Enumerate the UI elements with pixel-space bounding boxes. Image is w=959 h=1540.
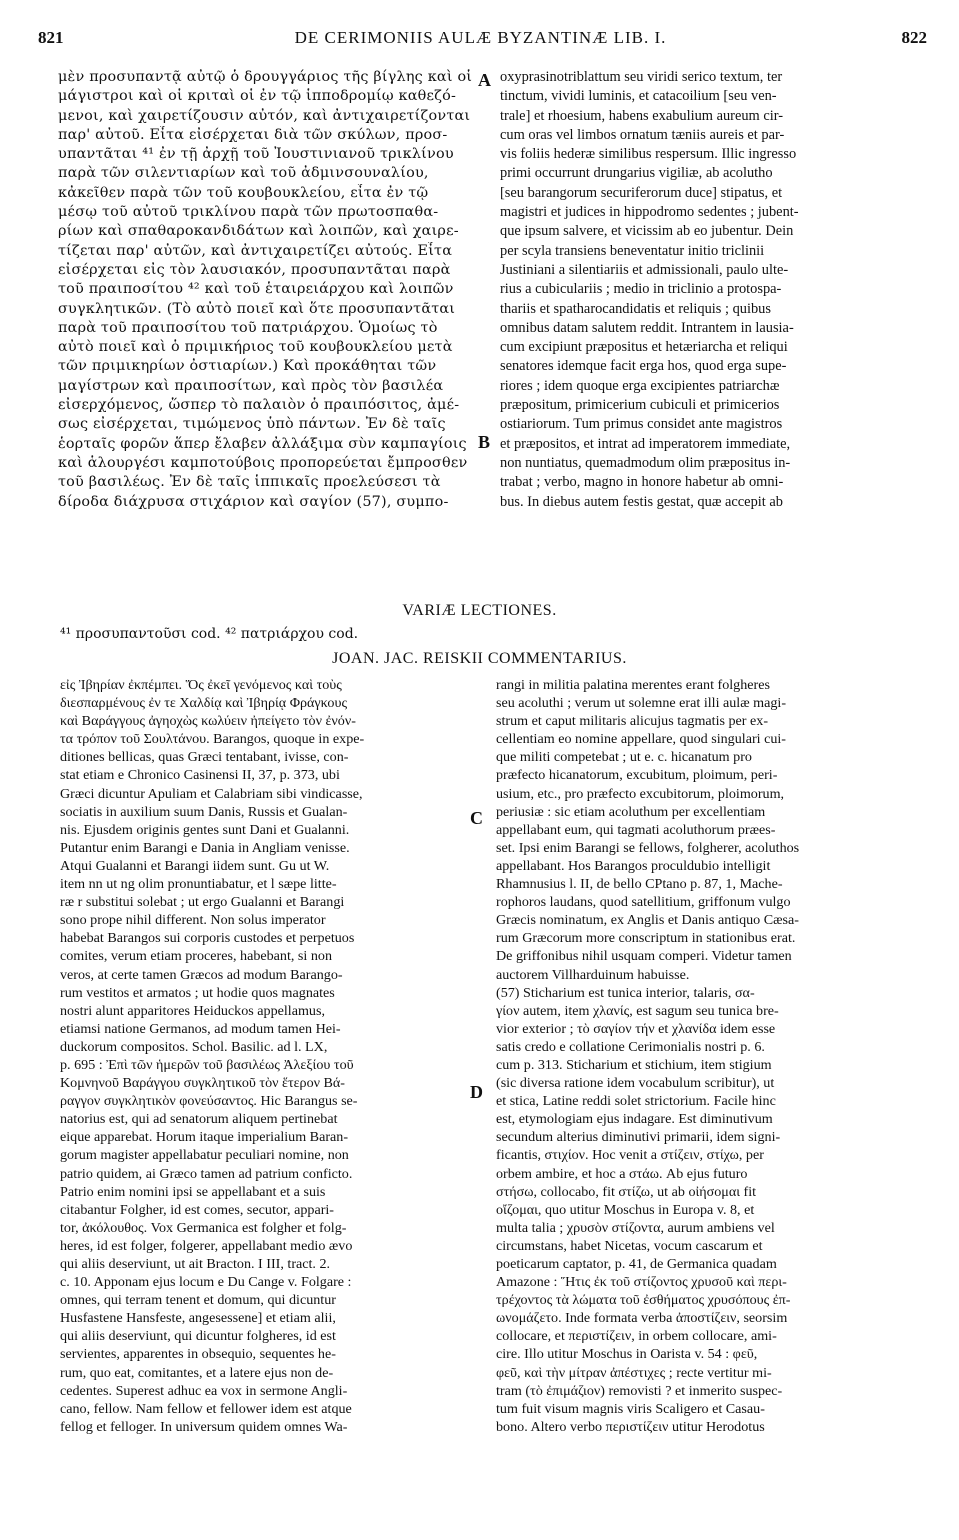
text-line: periusiæ : sic etiam acoluthum per excellentiam (496, 803, 766, 820)
text-line: strum et caput militaris alicujus tagmatis per ex- (496, 713, 769, 730)
text-line: Græci dicuntur Apuliam et Calabriam sibi vindicasse, (60, 785, 363, 802)
text-line: appellabant. Hos Barangos proculdubio intelligit (496, 857, 771, 874)
section-marker-a: A (478, 70, 491, 90)
text-line: bono. Altero verbo περιστίζειν utitur Herodotus (496, 1418, 765, 1435)
text-line: εἰς Ἰβηρίαν ἐκπέμπει. Ὅς ἐκεῖ γενόμενος καὶ τοὺς (60, 677, 342, 693)
text-line: cellentiam eo nomine appellare, quod singulari cui- (496, 731, 786, 748)
text-line: διεσπαρμένους ἐν τε Χαλδίᾳ καὶ Ἰβηρίᾳ Φράγκους (60, 695, 348, 712)
commentary-right-column (496, 676, 916, 1456)
text-line: tum fuit visum magnis viris Scaligero et Casau- (496, 1400, 765, 1417)
text-line: ræ r substitui solebat ; ut ergo Gualanni et Barangi (60, 894, 345, 911)
text-line: servientes, apparentes in obsequio, sequentes he- (60, 1346, 336, 1363)
text-line: ραγγον συγκλητικὸν φονεύσαντος. Hic Barangus se- (60, 1093, 358, 1110)
text-line: et stica, Latine reddi solet strictorium. Facile hinc (496, 1093, 776, 1110)
text-line: collocare, et περιστίζειν, in orbem collocare, ami- (496, 1328, 777, 1345)
text-line: circumstans, habet Nicetas, vocum cascarum et (496, 1237, 763, 1254)
text-line: vior exterior ; τὸ σαγίον τήν et χλανίδα idem esse (496, 1020, 776, 1037)
text-line: καὶ ἁλουργέσι καμποτούβοις προπορεύεται ἔμπροσθεν (58, 454, 468, 471)
text-line: Husfastene Hansfeste, angesessene] et etiam alii, (60, 1310, 336, 1327)
text-line: præpositum, primicerium cubiculi et primicerios (500, 397, 780, 414)
text-line: παρ' αὐτοῦ. Εἶτα εἰσέρχεται διὰ τῶν σκύλων, προσ- (58, 126, 448, 143)
page-number-left: 821 (38, 28, 64, 47)
text-line: nostri alunt apparitores Heiduckos appellamus, (60, 1002, 325, 1019)
text-line: patrio quidem, ai Græco tamen ad patrium conficto. (60, 1165, 353, 1182)
text-line: est, etymologiam ejus indagare. Est diminutivum (496, 1111, 773, 1128)
commentary-left-column (60, 676, 468, 1456)
text-line: etiamsi natione Germanos, ad modum tamen Hei- (60, 1020, 341, 1037)
text-line: οἴζομαι, quo utitur Moschus in Europa v. 8, et (496, 1201, 755, 1218)
text-line: qui aliis deserviunt, ut ait Bracton. I III, tract. 2. (60, 1256, 331, 1272)
text-line: rum Græcorum more conscriptum in stationibus erat. (496, 930, 796, 947)
text-line: c. 10. Apponam ejus locum e Du Cange v. Folgare : (60, 1274, 352, 1291)
text-line: poeticarum captator, p. 41, de Germanica quadam (496, 1256, 777, 1272)
text-line: μέσῳ τοῦ αὐτοῦ τρικλίνου παρὰ τῶν πρωτοσπαθα- (58, 204, 439, 221)
text-line: tram (τὸ ἐπιμάζιον) removisti ? et inmerito suspec- (496, 1382, 783, 1399)
text-line: ρίων καὶ σπαθαροκανδιδάτων καὶ λοιπῶν, καὶ χαιρε- (58, 223, 459, 240)
text-line: τίζεται παρ' αὐτῶν, καὶ ἀντιχαιρετίζει αὐτούς. Εἶτα (58, 242, 453, 259)
text-line: vis foliis hederæ similibus respersum. Illic ingresso (500, 146, 797, 163)
text-line: τα τρόπον τοῦ Σουλτάνου. Barangos, quoque in expe- (60, 731, 365, 748)
text-line: que ipsum salvere, et vicissim ab eo jubentur. Dein (500, 223, 794, 240)
text-line: citabantur Folgher, id est comes, secutor, appari- (60, 1201, 335, 1218)
text-line: δίροδα διάχρυσα στιχάριον καὶ σαγίον (57), συμπο- (58, 493, 449, 510)
text-line: παρὰ τῶν σιλεντιαρίων καὶ τοῦ ἀδμινσουναλίου, (58, 165, 429, 182)
text-line: εἰσέρχεται εἰς τὸν λαυσιακόν, προσυπαντᾶται παρὰ (58, 261, 451, 278)
text-line: veros, at certe tamen Græcos ad modum Barango- (60, 966, 343, 983)
text-line: set. Ipsi enim Barangi se fellows, folgherer, acoluthos (496, 839, 800, 856)
text-line: Κομνηνοῦ Βαράγγου συγκλητικοῦ τὸν ἕτερον Βά- (60, 1075, 345, 1092)
text-line: Græcis nominatum, ex Anglis et Danis antiquo Cæsa- (496, 912, 799, 929)
text-line: Amazone : Ἥτις ἐκ τοῦ στίζοντος χρυσοῦ καὶ περι- (496, 1274, 787, 1291)
text-line: τοῦ βασιλέως. Ἐν δὲ ταῖς ἱππικαῖς προελεύσεσι τὰ (58, 474, 441, 491)
text-line: et præpositos, et intrat ad imperatorem immediate, (500, 435, 791, 452)
text-line: riores ; idem quoque erga excipientes patriarchæ (500, 377, 780, 394)
text-line: τρέχοντος τὰ λώματα τοῦ ἐσθήματος χρυσόπους ἐπ- (496, 1292, 791, 1309)
text-line: habebat Barangos sui corporis custodes et perpetuos (60, 930, 355, 947)
text-line: Putantur enim Barangi e Dania in Angliam venisse. (60, 839, 350, 856)
text-line: [seu barangorum securiferorum duce] stipatus, et (500, 184, 783, 201)
variant-readings-note: ⁴¹ προσυπαντοῦσι cod. ⁴² πατριάρχου cod. (60, 626, 359, 642)
text-line: heres, id est folger, folgerer, appellabant medio ævo (60, 1237, 353, 1254)
text-line: σως εἰσέρχεται, τιμώμενος ὑπὸ πάντων. Ἐν δὲ ταῖς (58, 416, 446, 433)
text-line: παρὰ τοῦ πραιποσίτου τοῦ πατριάρχου. Ὁμοίως τὸ (58, 319, 438, 336)
text-line: p. 695 : Ἐπὶ τῶν ἡμερῶν τοῦ βασιλέως Ἀλεξίου τοῦ (60, 1056, 354, 1073)
text-line: τοῦ πραιποσίτου ⁴² καὶ τοῦ ἑταιρειάρχου καὶ λοιπῶν (58, 281, 454, 298)
text-line: qui aliis deserviunt, qui dicuntur folgheres, id est (60, 1328, 336, 1345)
text-line: (57) Sticharium est tunica interior, talaris, σα- (496, 984, 755, 1001)
text-line: fellog et felloger. In universum quidem omnes Wa- (60, 1418, 348, 1435)
text-line: trabat ; verbo, magno in honore habetur ab omni- (500, 474, 784, 491)
text-line: omnes, qui terram tenent et domum, qui dicuntur (60, 1292, 336, 1309)
text-line: secundum alterius diminutivi primarii, idem signi- (496, 1129, 781, 1146)
text-line: oxyprasinotriblattum seu viridi serico textum, ter (500, 69, 783, 85)
text-line: rum, quo eat, comitantes, et a latere ejus non de- (60, 1364, 334, 1381)
text-line: υπαντᾶται ⁴¹ ἐν τῇ ἀρχῇ τοῦ Ἰουστινιανοῦ τρικλίνου (58, 146, 454, 163)
text-line: καὶ Βαράγγους ἀγηοχὼς κωλύειν ἠπείγετο τὸν ἐνόν- (60, 713, 356, 730)
text-line: cire. Illo utitur Moschus in Oarista v. 54 : φεῦ, (496, 1346, 758, 1363)
text-line: eique apparebat. Horum itaque imperialium Baran- (60, 1129, 349, 1146)
section-marker-b: B (478, 432, 491, 452)
text-line: εἰσερχόμενος, ὥσπερ τὸ παλαιὸν ὁ πραιπόσιτος, ἀμέ- (58, 397, 460, 414)
text-line: cano, fellow. Nam fellow et fellower idem est atque (60, 1400, 352, 1417)
text-line: μαγίστρων καὶ πραιποσίτων, καὶ πρὸς τὸν βασιλέα (58, 377, 444, 394)
text-line: duckorum compositos. Schol. Basilic. ad l. LX, (60, 1038, 328, 1055)
text-line: senatores idemque facit erga hos, quod erga supe- (500, 358, 787, 375)
text-line: magistri et judices in hippodromo sedentes ; jubent- (500, 204, 799, 221)
text-line: συγκλητικῶν. (Τὸ αὐτὸ ποιεῖ καὶ ὅτε προσυπαντᾶται (58, 300, 456, 317)
commentary-heading: JOAN. JAC. REISKII COMMENTARIUS. (332, 650, 627, 667)
text-line: que militi competebat ; ut e. c. hicanatum pro (496, 749, 752, 766)
text-line: primi occurrunt drungarius vigiliæ, ab acolutho (500, 165, 773, 182)
text-line: præfecto hicanatorum, excubitum, ploimum, peri- (496, 767, 778, 784)
text-line: omnibus datam salutem reddit. Intrantem in lausia- (500, 319, 794, 336)
text-line: thariis et spatharocandidatis et reliquis ; quibus (500, 300, 771, 317)
latin-translation-column (500, 68, 920, 528)
text-line: multa talia ; χρυσὸν στίζοντα, aurum ambiens vel (496, 1219, 775, 1236)
text-line: rius a cubiculariis ; medio in triclinio a protospa- (500, 281, 782, 298)
text-line: Justiniani a silentiariis et admissionali, paulo ulte- (500, 261, 789, 278)
text-line: (sic diversa ratione idem vocabulum scribitur), ut (496, 1075, 775, 1092)
running-header (28, 14, 933, 48)
text-line: bus. In diebus autem festis gestat, quæ accepit ab (500, 493, 783, 510)
text-line: De griffonibus nihil usquam comperi. Videtur tamen (496, 948, 792, 965)
text-line: tor, ἀκόλουθος. Vox Germanica est folgher et folg- (60, 1219, 347, 1236)
text-line: cum excipiunt præpositus et hetæriarcha et reliqui (500, 339, 788, 356)
text-line: orbem ambire, et hoc a στάω. Ab ejus futuro (496, 1165, 748, 1182)
text-line: κἀκεῖθεν παρὰ τῶν τοῦ κουβουκλείου, εἶτα ἐν τῷ (58, 184, 429, 201)
text-line: seu acoluthi ; verum ut solemne erat illi aulæ magi- (496, 695, 787, 712)
text-line: trale] et rhoesium, habens exabulium aureum cir- (500, 107, 784, 124)
text-line: nis. Ejusdem originis gentes sunt Dani et Gualanni. (60, 821, 350, 838)
text-line: rophoros laudans, quod satellitium, griffonum vulgo (496, 894, 791, 911)
text-line: στήσω, collocabo, fit στίζω, ut ab οἰήσομαι fit (496, 1183, 757, 1200)
greek-text-column (58, 68, 476, 528)
text-line: μάγιστροι καὶ οἱ κριταὶ οἱ ἐν τῷ ἱπποδρομίῳ καθεζό- (58, 88, 457, 105)
text-line: cedentes. Superest adhuc ea vox in sermone Angli- (60, 1382, 348, 1399)
text-line: appellabant eum, qui tagmati acoluthorum præes- (496, 821, 776, 838)
text-line: ditiones bellicas, quas Græci tentabant, ivisse, con- (60, 749, 349, 766)
section-marker-d: D (470, 1082, 483, 1102)
text-line: usium, etc., pro præfecto excubitorum, ploimorum, (496, 785, 785, 802)
text-line: non nuntiatus, quemadmodum olim præpositus in- (500, 454, 791, 471)
text-line: Atqui Gualanni et Barangi iidem sunt. Gu ut W. (60, 857, 330, 874)
text-line: ostiariorum. Tum primus considet ante magistros (500, 416, 783, 433)
text-line: satis credo e collatione Cerimonialis nostri p. 6. (496, 1038, 765, 1055)
text-line: φεῦ, καὶ τὴν μίτραν ἀπέστιχες ; recte vertitur mi- (496, 1364, 772, 1381)
text-line: gorum magister appellabatur peculiari nomine, non (60, 1147, 349, 1164)
page-number-right: 822 (901, 28, 927, 47)
text-line: per scyla transiens beneventatur initio triclinii (500, 242, 765, 259)
text-line: comites, verum etiam proceres, habebant, si non (60, 948, 332, 965)
text-line: ἑορταῖς φορῶν ἅπερ ἔλαβεν ἀλλάξιμα σὺν καμπαγίοις (58, 435, 467, 452)
text-line: tinctum, vividi luminis, et catacoilium [seu ven- (500, 88, 777, 105)
text-line: cum oras vel limbos ornatum tæniis aureis et par- (500, 126, 785, 143)
text-line: sono prope nihil different. Non solus imperator (60, 912, 326, 929)
running-title: DE CERIMONIIS AULÆ BYZANTINÆ LIB. I. (294, 28, 667, 47)
text-line: Rhamnusius l. II, de bello CPtano p. 87, 1, Mache- (496, 876, 783, 893)
text-line: αὐτὸ ποιεῖ καὶ ὁ πριμικήριος τοῦ κουβουκλείου μετὰ (58, 339, 453, 356)
text-line: auctorem Villharduinum habuisse. (496, 966, 690, 983)
text-line: sociatis in auxilium suum Danis, Russis et Gualan- (60, 803, 348, 820)
text-line: τῶν πριμικηρίων ὀστιαρίων.) Καὶ προκάθηται τῶν (58, 358, 437, 375)
text-line: Patrio enim nomini ipsi se appellabant et a suis (60, 1183, 326, 1200)
text-line: item nn ut ng olim pronuntiabatur, et l sæpe litte- (60, 876, 337, 893)
text-line: natorius est, qui ad senatorum aliquem pertinebat (60, 1111, 338, 1128)
text-line: ωνομάζετο. Inde formata verba ἀποστίζειν, seorsim (496, 1310, 788, 1327)
text-line: ficantis, στιχίον. Hoc venit a στίζειν, στίχω, per (496, 1147, 764, 1164)
variae-lectiones-heading: VARIÆ LECTIONES. (402, 602, 557, 619)
text-line: rum vestitos et armatos ; ut hodie quos magnates (60, 984, 335, 1001)
text-line: cum p. 313. Sticharium et stichium, item stigium (496, 1056, 772, 1073)
text-line: stat etiam e Chronico Casinensi II, 37, p. 373, ubi (60, 767, 340, 784)
text-line: μενοι, καὶ χαιρετίζουσιν αὐτόν, καὶ ἀντιχαιρετίζονται (58, 107, 471, 124)
text-line: rangi in militia palatina merentes erant folgheres (496, 677, 770, 693)
section-marker-c: C (470, 808, 483, 828)
text-line: γίον autem, item χλανίς, est sagum seu tunica bre- (496, 1002, 779, 1019)
text-line: μὲν προσυπαντᾷ αὐτῷ ὁ δρουγγάριος τῆς βίγλης καὶ οἱ (58, 69, 473, 85)
